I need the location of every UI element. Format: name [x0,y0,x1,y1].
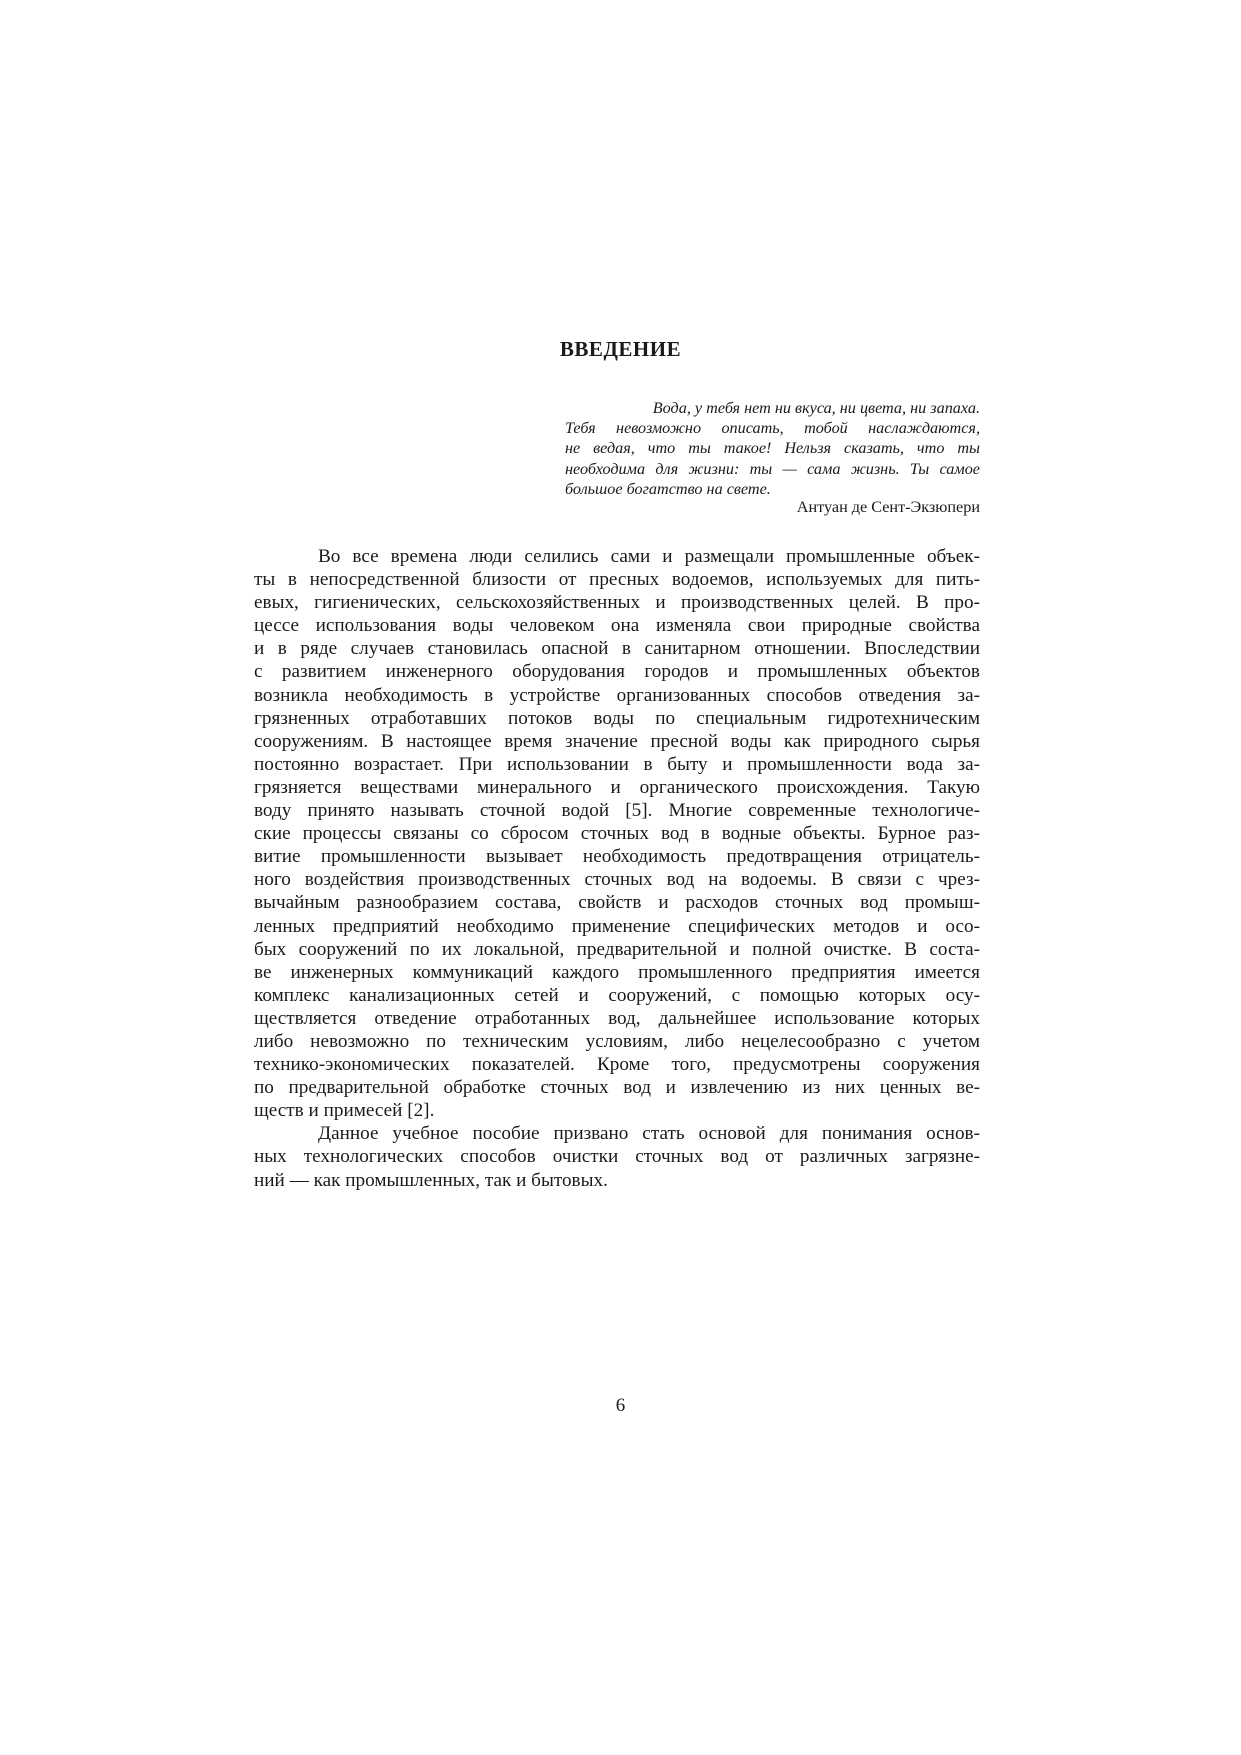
epigraph-quote [565,398,980,499]
paragraph-line: витие промышленности вызывает необходимость предотвращения отрицатель- [254,846,980,868]
paragraph-line: вычайным разнообразием состава, свойств и расходов сточных вод промыш- [254,892,980,914]
epigraph-line: Вода, у тебя нет ни вкуса, ни цвета, ни запаха. [652,399,980,417]
paragraph-line: Во все времена люди селились сами и размещали промышленные объек- [318,546,980,567]
paragraph-line: ного воздействия производственных сточных вод на водоемы. В связи с чрез- [254,869,980,891]
paragraph-line: и в ряде случаев становилась опасной в санитарном отношении. Впоследствии [254,638,980,660]
page-number: 6 [615,1395,626,1416]
paragraph-line: ские процессы связаны со сбросом сточных вод в водные объекты. Бурное раз- [254,823,980,845]
paragraph-line: Данное учебное пособие призвано стать основой для понимания основ- [318,1123,980,1145]
paragraph-line: возникла необходимость в устройстве организованных способов отведения за- [254,684,980,706]
body-text [254,545,980,1192]
paragraph-line: комплекс канализационных сетей и сооружений, с помощью которых осу- [254,984,980,1006]
paragraph-line: бых сооружений по их локальной, предварительной и полной очистке. В соста- [254,938,980,960]
paragraph-line: воду принято называть сточной водой [5]. Многие современные технологиче- [254,800,980,822]
paragraph-line: сооружениям. В настоящее время значение пресной воды как природного сырья [254,730,980,752]
epigraph-line: большое богатство на свете. [565,479,771,498]
epigraph-line: Тебя невозможно описать, тобой наслаждаются, [565,419,980,438]
paragraph-line: ществляется отведение отработанных вод, дальнейшее использование которых [254,1007,980,1029]
paragraph-line: евых, гигиенических, сельскохозяйственных и производственных целей. В про- [254,592,980,614]
paragraph-line: по предварительной обработке сточных вод и извлечению из них ценных ве- [254,1077,980,1099]
epigraph-line: не ведая, что ты такое! Нельзя сказать, что ты [565,439,980,458]
paragraph-line: ных технологических способов очистки сточных вод от различных загрязне- [254,1146,980,1168]
paragraph-line: грязненных отработавших потоков воды по специальным гидротехническим [254,707,980,729]
paragraph-line: ленных предприятий необходимо применение специфических методов и осо- [254,915,980,937]
paragraph-line: цессе использования воды человеком она изменяла свои природные свойства [254,615,980,637]
paragraph-line: ний — как промышленных, так и бытовых. [254,1169,608,1191]
paragraph-line: грязняется веществами минерального и органического происхождения. Такую [254,776,980,798]
paragraph-line: ществ и примесей [2]. [254,1100,435,1122]
paragraph-line: ве инженерных коммуникаций каждого промышленного предприятия имеется [254,961,980,983]
paragraph-line: постоянно возрастает. При использовании в быту и промышленности вода за- [254,753,980,775]
paragraph-line: технико-экономических показателей. Кроме того, предусмотрены сооружения [254,1054,980,1076]
page-title: ВВЕДЕНИЕ [559,337,682,361]
epigraph-line: необходима для жизни: ты — сама жизнь. Ты самое [565,459,980,478]
paragraph-line: либо невозможно по техническим условиям, либо нецелесообразно с учетом [254,1030,980,1052]
paragraph-line: с развитием инженерного оборудования городов и промышленных объектов [254,661,980,683]
epigraph-author: Антуан де Сент-Экзюпери [796,498,980,516]
paragraph-line: ты в непосредственной близости от пресных водоемов, используемых для пить- [254,569,980,591]
